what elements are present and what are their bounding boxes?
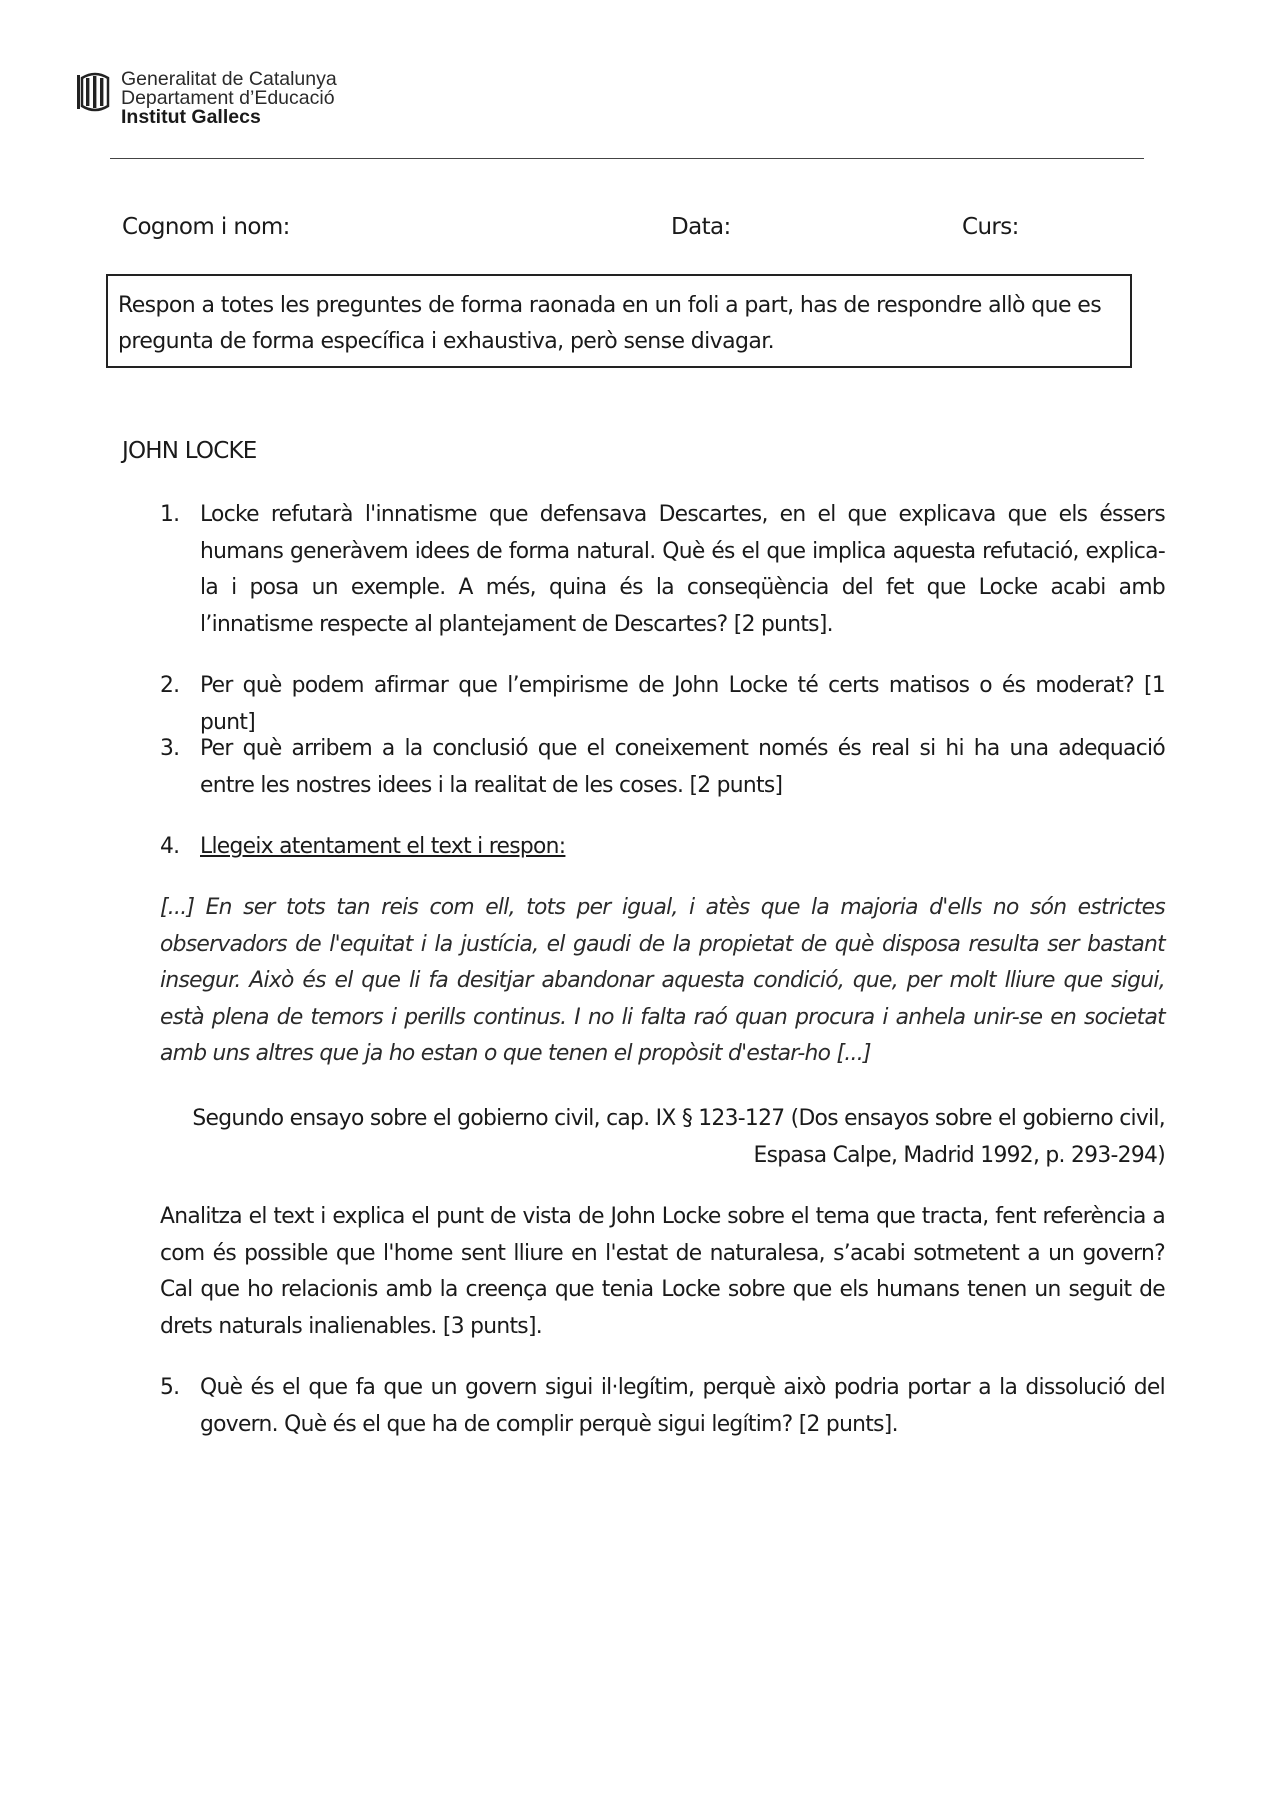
department-name: Departament d’Educació: [121, 87, 335, 109]
organization-block: [121, 70, 337, 127]
name-label: Cognom i nom:: [122, 214, 290, 240]
question-number: 1.: [160, 502, 180, 527]
header-divider: [110, 158, 1144, 159]
source-line-1: Segundo ensayo sobre el gobierno civil, cap. IX § 123-127 (Dos ensayos sobre el gobierno civil,: [192, 1106, 1165, 1131]
course-label: Curs:: [962, 214, 1019, 240]
question-4: [160, 829, 1165, 866]
question-number: 5.: [160, 1375, 180, 1400]
question-5: [160, 1370, 1165, 1443]
question-text: Llegeix atentament el text i respon:: [200, 834, 566, 859]
section-title: JOHN LOCKE: [122, 438, 257, 464]
question-3: [160, 731, 1165, 804]
date-label: Data:: [671, 214, 731, 240]
question-text: Per què podem afirmar que l’empirisme de John Locke té certs matisos o és moderat? [1 punt]: [200, 673, 1165, 735]
instructions-box: Respon a totes les preguntes de forma raonada en un foli a part, has de respondre allò que es pregunta de forma específica i exhaustiva, però sense divagar.: [106, 274, 1132, 368]
question-number: 2.: [160, 673, 180, 698]
org-name: Generalitat de Catalunya: [121, 68, 337, 90]
question-text: Per què arribem a la conclusió que el coneixement només és real si hi ha una adequació entre les nostres idees i la realitat de les coses. [2 punts]: [200, 736, 1165, 798]
question-text: Què és el que fa que un govern sigui il·legítim, perquè això podria portar a la dissolució del govern. Què és el que ha de complir perquè sigui legítim? [2 punts].: [200, 1375, 1165, 1437]
school-name: Institut Gallecs: [121, 106, 261, 128]
quote-source: [160, 1101, 1165, 1174]
question-number: 4.: [160, 834, 180, 859]
quote-text: [...] En ser tots tan reis com ell, tots per igual, i atès que la majoria d'ells no són estrictes observadors de l'equitat i la justícia, el gaudi de la propietat de què disposa resulta ser bastant insegur. Això és el que li fa desitjar abandonar aquesta condició, que, per molt lliure que sigui, està plena de temors i perills continus. I no li falta raó quan procura i anhela unir-se en societat amb uns altres que ja ho estan o que tenen el propòsit d'estar-ho [...]: [160, 895, 1165, 1066]
question-text: Locke refutarà l'innatisme que defensava Descartes, en el que explicava que els éssers humans generàvem idees de forma natural. Què és el que implica aquesta refutació, explica-la i posa un exemple. A més, quina és la conseqüència del fet que Locke acabi amb l’innatisme respecte al plantejament de Descartes? [2 punts].: [200, 502, 1165, 637]
catalan-flag-logo-icon: [76, 72, 114, 112]
analysis-text: Analitza el text i explica el punt de vista de John Locke sobre el tema que tracta, fent referència a com és possible que l'home sent lliure en l'estat de naturalesa, s’acabi sotmetent a un govern? Cal que ho relacionis amb la creença que tenia Locke sobre que els humans tenen un seguit de drets naturals inalienables. [3 punts].: [160, 1204, 1165, 1339]
question-number: 3.: [160, 736, 180, 761]
source-line-2: Espasa Calpe, Madrid 1992, p. 293-294): [753, 1142, 1165, 1168]
question-1: [160, 497, 1165, 643]
